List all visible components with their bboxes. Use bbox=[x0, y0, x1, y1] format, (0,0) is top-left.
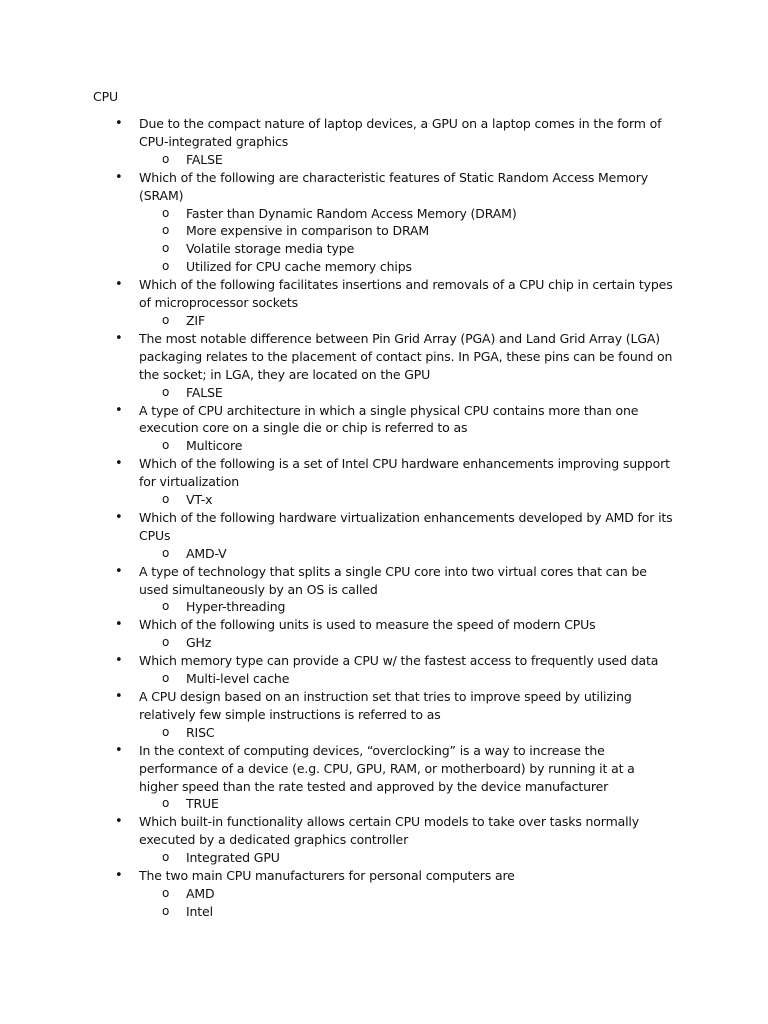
question-text: The most notable difference between Pin Grid Array (PGA) and Land Grid Array (LGA) packaging relates to the placement of contact pins. In PGA, these pins can be found on the socket; in LGA, they are located on the GPU bbox=[139, 330, 673, 382]
answer-item bbox=[0, 151, 768, 169]
document-heading: CPU bbox=[93, 89, 118, 104]
answer-item bbox=[0, 240, 768, 258]
answer-text: Intel bbox=[186, 903, 213, 919]
question-text: Which memory type can provide a CPU w/ the fastest access to frequently used data bbox=[139, 653, 659, 669]
answer-text: GHz bbox=[186, 635, 212, 651]
answer-text: Faster than Dynamic Random Access Memory (DRAM) bbox=[186, 205, 517, 221]
sub-bullet-icon: o bbox=[162, 724, 170, 739]
answer-list bbox=[0, 205, 768, 277]
question-text: A type of CPU architecture in which a single physical CPU contains more than one execution core on a single die or chip is referred to as bbox=[139, 402, 639, 436]
answer-list bbox=[0, 795, 768, 813]
question-text: Due to the compact nature of laptop devices, a GPU on a laptop comes in the form of CPU-integrated graphics bbox=[139, 116, 662, 149]
question-list bbox=[0, 115, 768, 921]
question-text: Which of the following are characteristic features of Static Random Access Memory (SRAM) bbox=[139, 169, 648, 203]
answer-list bbox=[0, 885, 768, 921]
sub-bullet-icon: o bbox=[162, 384, 170, 399]
answer-list bbox=[0, 437, 768, 455]
answer-list bbox=[0, 849, 768, 867]
question-item bbox=[0, 813, 768, 867]
question-item bbox=[0, 688, 768, 742]
sub-bullet-icon: o bbox=[162, 545, 170, 560]
bullet-icon: • bbox=[115, 116, 123, 131]
answer-text: FALSE bbox=[186, 384, 223, 400]
answer-text: AMD bbox=[186, 885, 215, 901]
question-item bbox=[0, 455, 768, 509]
bullet-icon: • bbox=[115, 653, 123, 669]
answer-list bbox=[0, 151, 768, 169]
bullet-icon: • bbox=[115, 868, 123, 884]
answer-list bbox=[0, 634, 768, 652]
answer-item bbox=[0, 634, 768, 652]
bullet-icon: • bbox=[115, 689, 123, 704]
bullet-icon: • bbox=[115, 330, 123, 346]
answer-item bbox=[0, 849, 768, 867]
answer-list bbox=[0, 491, 768, 509]
answer-item bbox=[0, 598, 768, 616]
sub-bullet-icon: o bbox=[162, 492, 170, 507]
answer-text: VT-x bbox=[186, 492, 213, 508]
answer-text: AMD-V bbox=[186, 545, 227, 561]
bullet-icon: • bbox=[115, 814, 123, 830]
answer-item bbox=[0, 545, 768, 563]
answer-text: Multicore bbox=[186, 438, 243, 454]
answer-text: More expensive in comparison to DRAM bbox=[186, 223, 430, 239]
sub-bullet-icon: o bbox=[162, 796, 170, 811]
sub-bullet-icon: o bbox=[162, 223, 170, 238]
question-item bbox=[0, 867, 768, 921]
sub-bullet-icon: o bbox=[162, 259, 170, 274]
answer-text: Volatile storage media type bbox=[186, 241, 355, 257]
sub-bullet-icon: o bbox=[162, 241, 170, 256]
answer-item bbox=[0, 724, 768, 742]
question-item bbox=[0, 509, 768, 563]
bullet-icon: • bbox=[115, 509, 123, 525]
answer-text: ZIF bbox=[186, 312, 205, 328]
question-text: Which of the following is a set of Intel CPU hardware enhancements improving support for virtualization bbox=[139, 456, 670, 490]
question-item bbox=[0, 115, 768, 169]
question-text: Which of the following units is used to measure the speed of modern CPUs bbox=[139, 617, 596, 633]
answer-list bbox=[0, 724, 768, 742]
sub-bullet-icon: o bbox=[162, 635, 170, 650]
question-item bbox=[0, 276, 768, 330]
sub-bullet-icon: o bbox=[162, 903, 170, 918]
sub-bullet-icon: o bbox=[162, 205, 170, 220]
answer-list bbox=[0, 598, 768, 616]
question-text: A type of technology that splits a single CPU core into two virtual cores that can be used simultaneously by an OS is called bbox=[139, 563, 647, 597]
answer-list bbox=[0, 312, 768, 330]
question-text: Which of the following hardware virtualization enhancements developed by AMD for its CPUs bbox=[139, 509, 673, 543]
question-item bbox=[0, 563, 768, 617]
answer-item bbox=[0, 312, 768, 330]
answer-text: Utilized for CPU cache memory chips bbox=[186, 259, 412, 275]
answer-item bbox=[0, 670, 768, 688]
question-item bbox=[0, 616, 768, 652]
sub-bullet-icon: o bbox=[162, 671, 170, 686]
answer-list bbox=[0, 670, 768, 688]
question-item bbox=[0, 402, 768, 456]
answer-list bbox=[0, 384, 768, 402]
question-item bbox=[0, 652, 768, 688]
sub-bullet-icon: o bbox=[162, 850, 170, 865]
answer-text: FALSE bbox=[186, 151, 223, 167]
answer-item bbox=[0, 205, 768, 223]
bullet-icon: • bbox=[115, 456, 123, 472]
answer-item bbox=[0, 903, 768, 921]
bullet-icon: • bbox=[115, 277, 123, 293]
answer-text: Hyper-threading bbox=[186, 599, 286, 615]
bullet-icon: • bbox=[115, 617, 123, 633]
answer-text: Integrated GPU bbox=[186, 850, 280, 866]
bullet-icon: • bbox=[115, 563, 123, 579]
bullet-icon: • bbox=[115, 742, 123, 758]
answer-item bbox=[0, 437, 768, 455]
question-item bbox=[0, 742, 768, 814]
bullet-icon: • bbox=[115, 402, 123, 418]
sub-bullet-icon: o bbox=[162, 312, 170, 327]
question-text: Which of the following facilitates insertions and removals of a CPU chip in certain types of microprocessor sockets bbox=[139, 277, 673, 311]
question-text: The two main CPU manufacturers for personal computers are bbox=[139, 868, 515, 884]
bullet-icon: • bbox=[115, 169, 123, 185]
answer-item bbox=[0, 222, 768, 240]
answer-item bbox=[0, 384, 768, 402]
question-text: In the context of computing devices, “overclocking” is a way to increase the performance of a device (e.g. CPU, GPU, RAM, or motherboard) by running it at a higher speed than the rate tested and approved by the device manufacturer bbox=[139, 742, 635, 794]
answer-item bbox=[0, 795, 768, 813]
answer-text: TRUE bbox=[186, 796, 219, 812]
answer-item bbox=[0, 491, 768, 509]
answer-list bbox=[0, 545, 768, 563]
question-text: A CPU design based on an instruction set that tries to improve speed by utilizing relatively few simple instructions is referred to as bbox=[139, 689, 632, 722]
answer-item bbox=[0, 258, 768, 276]
answer-text: Multi-level cache bbox=[186, 671, 290, 687]
question-text: Which built-in functionality allows certain CPU models to take over tasks normally executed by a dedicated graphics controller bbox=[139, 814, 639, 848]
sub-bullet-icon: o bbox=[162, 438, 170, 453]
question-item bbox=[0, 169, 768, 276]
question-item bbox=[0, 330, 768, 402]
sub-bullet-icon: o bbox=[162, 599, 170, 614]
answer-item bbox=[0, 885, 768, 903]
sub-bullet-icon: o bbox=[162, 151, 170, 166]
sub-bullet-icon: o bbox=[162, 885, 170, 900]
answer-text: RISC bbox=[186, 724, 215, 740]
